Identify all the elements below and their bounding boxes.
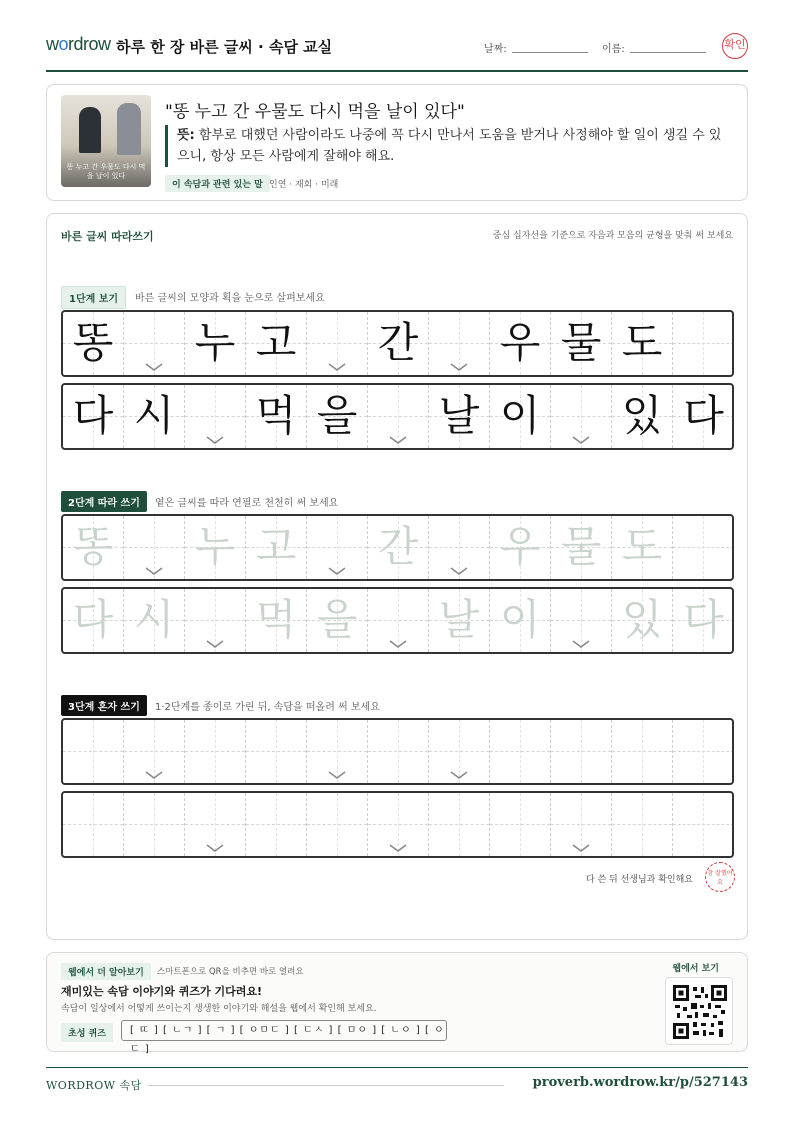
grid-cell[interactable]	[429, 720, 490, 783]
grid-character: 간	[377, 318, 419, 367]
footer-divider	[148, 1085, 504, 1086]
space-marker-icon	[388, 639, 408, 649]
grid-cell[interactable]	[124, 793, 185, 856]
meaning-label: 뜻:	[177, 128, 195, 143]
grid-cell	[307, 312, 368, 375]
grid-character: 누	[194, 318, 236, 367]
grid-cell	[612, 385, 673, 448]
grid-character: 을	[316, 391, 358, 440]
grid-character: 우	[499, 522, 541, 571]
grid-cell	[307, 385, 368, 448]
step1-desc: 바른 글씨의 모양과 획을 눈으로 살펴보세요	[135, 293, 325, 304]
grid-cell[interactable]	[551, 589, 612, 652]
footer-url[interactable]: proverb.wordrow.kr/p/527143	[532, 1075, 748, 1090]
grid-cell	[490, 385, 551, 448]
grid-center-line	[642, 720, 643, 783]
grid-cell[interactable]	[185, 793, 246, 856]
grid-center-line	[337, 793, 338, 856]
grid-character: 이	[499, 391, 541, 440]
grid-center-line	[520, 720, 521, 783]
bowing-man-figure	[79, 107, 101, 153]
grid-cell	[551, 385, 612, 448]
grid-cell[interactable]	[246, 720, 307, 783]
grid-cell[interactable]	[490, 720, 551, 783]
grid-character: 다	[72, 595, 114, 644]
space-marker-icon	[449, 566, 469, 576]
space-marker-icon	[144, 566, 164, 576]
grid-cell[interactable]	[673, 793, 734, 856]
grid-cell	[246, 312, 307, 375]
step1-row-1	[61, 310, 734, 377]
grid-cell[interactable]	[307, 720, 368, 783]
grid-cell	[490, 312, 551, 375]
grid-character: 먹	[255, 595, 297, 644]
stamp-icon: 참 잘했어요	[705, 862, 735, 892]
grid-character: 도	[621, 318, 663, 367]
web-more-title: 재미있는 속담 이야기와 퀴즈가 기다려요!	[61, 985, 262, 998]
grid-cell	[673, 385, 734, 448]
step2-badge: 2단계 따라 쓰기	[61, 491, 147, 512]
grid-cell[interactable]	[124, 516, 185, 579]
grid-cell[interactable]	[185, 516, 246, 579]
space-marker-icon	[144, 362, 164, 372]
grid-character: 고	[255, 318, 297, 367]
qr-code-icon	[673, 985, 727, 1039]
grid-center-line	[520, 793, 521, 856]
grid-character: 고	[255, 522, 297, 571]
grid-cell[interactable]	[63, 720, 124, 783]
grid-cell[interactable]	[246, 589, 307, 652]
practice-hint: 중심 십자선을 기준으로 자음과 모음의 균형을 맞춰 써 보세요	[492, 231, 733, 241]
grid-cell[interactable]	[429, 516, 490, 579]
grid-character: 이	[499, 595, 541, 644]
illustration-caption: 똥 누고 간 우물도 다시 먹을 날이 있다	[66, 163, 146, 180]
grid-cell[interactable]	[63, 589, 124, 652]
web-more-tag: 웹에서 더 알아보기	[61, 963, 151, 980]
grid-character: 다	[72, 391, 114, 440]
space-marker-icon	[327, 566, 347, 576]
related-words-tag: 이 속담과 관련 있는 말	[165, 175, 270, 192]
grid-cell	[673, 312, 734, 375]
grid-cell[interactable]	[490, 793, 551, 856]
grid-cell[interactable]	[429, 589, 490, 652]
proverb-meaning	[165, 125, 725, 167]
grid-center-line	[459, 793, 460, 856]
space-marker-icon	[449, 362, 469, 372]
grid-cell[interactable]	[612, 589, 673, 652]
practice-section	[46, 213, 748, 940]
space-marker-icon	[327, 362, 347, 372]
grid-character: 간	[377, 522, 419, 571]
related-words: 인연 · 재회 · 미래	[269, 180, 339, 190]
space-marker-icon	[571, 639, 591, 649]
step1-badge: 1단계 보기	[61, 286, 126, 309]
teacher-check-text: 다 쓴 뒤 선생님과 확인해요	[585, 875, 693, 885]
step3-badge: 3단계 혼자 쓰기	[61, 695, 147, 716]
grid-cell	[124, 385, 185, 448]
space-marker-icon	[327, 770, 347, 780]
grid-cell[interactable]	[612, 516, 673, 579]
space-marker-icon	[205, 843, 225, 853]
grid-cell[interactable]	[612, 720, 673, 783]
grid-cell[interactable]	[368, 793, 429, 856]
grid-cell	[124, 312, 185, 375]
grid-cell[interactable]	[368, 720, 429, 783]
grid-center-line	[703, 793, 704, 856]
grid-cell[interactable]	[307, 793, 368, 856]
grid-character: 을	[316, 595, 358, 644]
grid-center-line	[398, 720, 399, 783]
footer-brand: WORDROW 속담	[46, 1079, 142, 1092]
grid-cell	[246, 385, 307, 448]
grid-character: 똥	[72, 318, 114, 367]
grid-center-line	[642, 793, 643, 856]
space-marker-icon	[388, 843, 408, 853]
grid-center-line	[276, 720, 277, 783]
web-more-desc: 속담이 일상에서 어떻게 쓰이는지 생생한 이야기와 해설을 웹에서 확인해 보세요.	[61, 1004, 377, 1014]
space-marker-icon	[205, 435, 225, 445]
grid-cell[interactable]	[246, 793, 307, 856]
grid-character: 있	[621, 391, 663, 440]
page-header	[46, 30, 748, 72]
name-label: 이름:	[602, 44, 625, 55]
grid-character: 물	[560, 318, 602, 367]
grid-cell	[185, 312, 246, 375]
grid-center-line	[581, 720, 582, 783]
space-marker-icon	[144, 770, 164, 780]
grid-character: 우	[499, 318, 541, 367]
grid-center-line	[93, 793, 94, 856]
step1-row-2	[61, 383, 734, 450]
grid-cell[interactable]	[551, 720, 612, 783]
web-more-section	[46, 952, 748, 1055]
grid-cell	[368, 385, 429, 448]
grid-cell[interactable]	[673, 516, 734, 579]
grid-cell[interactable]	[673, 720, 734, 783]
grid-cell	[63, 385, 124, 448]
grid-cell	[63, 312, 124, 375]
wordrow-logo: wordrow	[46, 34, 111, 54]
grid-character: 날	[438, 391, 480, 440]
proverb-title: "똥 누고 간 우물도 다시 먹을 날이 있다"	[165, 102, 465, 122]
grid-character: 시	[133, 595, 175, 644]
grid-cell[interactable]	[63, 516, 124, 579]
space-marker-icon	[571, 843, 591, 853]
step2-row-1[interactable]	[61, 514, 734, 581]
qr-label: 웹에서 보기	[672, 964, 719, 974]
grid-center-line	[276, 793, 277, 856]
grid-center-line	[93, 720, 94, 783]
meaning-text: 함부로 대했던 사람이라도 나중에 꼭 다시 만나서 도움을 받거나 사정해야 할 일이 생길 수 있으니, 항상 모든 사람에게 잘해야 해요.	[177, 128, 722, 164]
grid-cell[interactable]	[307, 516, 368, 579]
grid-cell[interactable]	[490, 589, 551, 652]
step3-row-1[interactable]	[61, 718, 734, 785]
grid-cell[interactable]	[63, 793, 124, 856]
grid-cell[interactable]	[551, 516, 612, 579]
grid-cell[interactable]	[185, 589, 246, 652]
grid-cell[interactable]	[124, 589, 185, 652]
web-more-hint: 스마트폰으로 QR을 비추면 바로 열려요	[157, 967, 304, 977]
space-marker-icon	[205, 639, 225, 649]
grid-cell[interactable]	[368, 516, 429, 579]
quiz-label: 초성 퀴즈	[61, 1023, 113, 1042]
grid-cell[interactable]	[429, 793, 490, 856]
grid-cell[interactable]	[185, 720, 246, 783]
grid-cell[interactable]	[551, 793, 612, 856]
grid-cell	[429, 312, 490, 375]
standing-man-figure	[117, 103, 141, 155]
proverb-illustration	[61, 95, 151, 187]
space-marker-icon	[449, 770, 469, 780]
grid-center-line	[703, 516, 704, 579]
date-line[interactable]	[512, 52, 588, 53]
grid-character: 다	[683, 391, 724, 440]
grid-character: 있	[621, 595, 663, 644]
grid-character: 날	[438, 595, 480, 644]
space-marker-icon	[571, 435, 591, 445]
space-marker-icon	[388, 435, 408, 445]
grid-character: 똥	[72, 522, 114, 571]
step3-row-2[interactable]	[61, 791, 734, 858]
grid-character: 다	[683, 595, 724, 644]
check-seal-icon: 확인	[722, 33, 748, 59]
grid-character: 먹	[255, 391, 297, 440]
grid-center-line	[154, 793, 155, 856]
grid-character: 도	[621, 522, 663, 571]
grid-cell[interactable]	[307, 589, 368, 652]
grid-cell[interactable]	[612, 793, 673, 856]
grid-cell	[429, 385, 490, 448]
grid-center-line	[703, 312, 704, 375]
name-line[interactable]	[630, 52, 706, 53]
grid-cell	[185, 385, 246, 448]
grid-center-line	[215, 720, 216, 783]
grid-cell	[368, 312, 429, 375]
chosung-quiz-box: [ ㄸ ] [ ㄴㄱ ] [ ㄱ ] [ ㅇㅁㄷ ] [ ㄷㅅ ] [ ㅁㅇ ] [ ㄴㅇ ] [ ㅇㄷ ]	[121, 1020, 447, 1041]
date-label: 날짜:	[484, 44, 507, 55]
grid-character: 물	[560, 522, 602, 571]
proverb-card	[46, 84, 748, 201]
page-footer	[46, 1067, 748, 1097]
grid-character: 누	[194, 522, 236, 571]
grid-cell[interactable]	[246, 516, 307, 579]
grid-center-line	[703, 720, 704, 783]
step2-row-2[interactable]	[61, 587, 734, 654]
grid-cell[interactable]	[124, 720, 185, 783]
step2-desc: 옅은 글씨를 따라 연필로 천천히 써 보세요	[155, 498, 339, 509]
step3-desc: 1·2단계를 종이로 가린 뒤, 속담을 떠올려 써 보세요	[155, 702, 380, 713]
grid-cell[interactable]	[673, 589, 734, 652]
page-title: 하루 한 장 바른 글씨 · 속담 교실	[116, 38, 333, 56]
qr-code[interactable]	[665, 977, 733, 1045]
grid-cell[interactable]	[490, 516, 551, 579]
grid-character: 시	[133, 391, 175, 440]
grid-cell[interactable]	[368, 589, 429, 652]
practice-title: 바른 글씨 따라쓰기	[61, 230, 154, 243]
grid-cell	[612, 312, 673, 375]
grid-cell	[551, 312, 612, 375]
